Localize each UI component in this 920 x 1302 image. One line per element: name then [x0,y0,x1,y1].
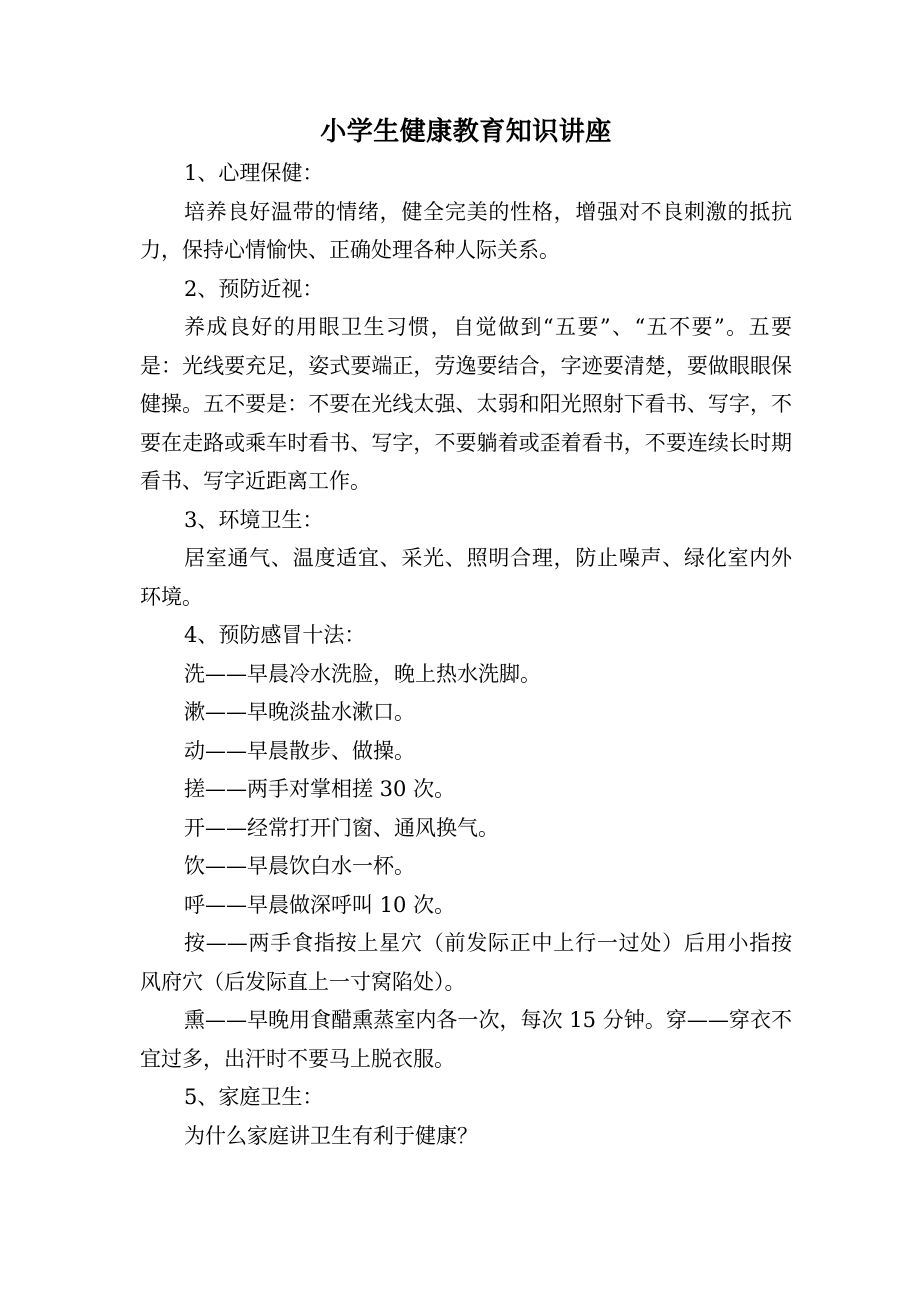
section-heading-home-hygiene: 5、家庭卫生： [184,1085,324,1109]
paragraph-environment: 居室通气、温度适宜、采光、照明合理，防止噪声、绿化室内外环境。 [140,546,792,609]
list-item: 漱——早晚淡盐水漱口。 [184,700,415,724]
list-item: 呼——早晨做深呼叫 10 次。 [184,892,456,917]
section-heading-cold-prevention: 4、预防感冒十法： [184,623,366,647]
list-item: 动——早晨散步、做操。 [184,738,415,763]
paragraph-home-hygiene: 为什么家庭讲卫生有利于健康？ [184,1123,478,1148]
list-item: 洗——早晨冷水洗脸，晚上热水洗脚。 [184,661,541,686]
list-item: 开——经常打开门窗、通风换气。 [184,815,499,840]
document-title: 小学生健康教育知识讲座 [320,117,612,147]
paragraph-mental-health: 培养良好温带的情绪，健全完美的性格，增强对不良刺激的抵抗力，保持心情愉快、正确处理各种人际关系。 [140,199,792,262]
list-item: 熏——早晚用食醋熏蒸室内各一次，每次 15 分钟。穿——穿衣不宜过多，出汗时不要马上脱衣服。 [140,1008,792,1071]
section-heading-environment: 3、环境卫生： [184,507,324,532]
paragraph-myopia: 养成良好的用眼卫生习惯，自觉做到“五要”、“五不要”。五要是：光线要充足，姿式要端正，劳逸要结合，字迹要清楚，要做眼眼保健操。五不要是：不要在光线太强、太弱和阳光照射下看书、写字，不要在走路或乘车时看书、写字，不要躺着或歪着看书，不要连续长时期看书、写字近距离工作。 [140,315,792,493]
list-item: 饮——早晨饮白水一杯。 [184,854,415,878]
section-heading-myopia: 2、预防近视： [184,276,324,301]
list-item: 按——两手食指按上星穴（前发际正中上行一过处）后用小指按风府穴（后发际直上一寸窝陷处）。 [140,931,792,994]
list-item: 搓——两手对掌相搓 30 次。 [184,777,456,801]
section-heading-mental-health: 1、心理保健： [184,161,324,185]
document-page [140,112,792,1155]
